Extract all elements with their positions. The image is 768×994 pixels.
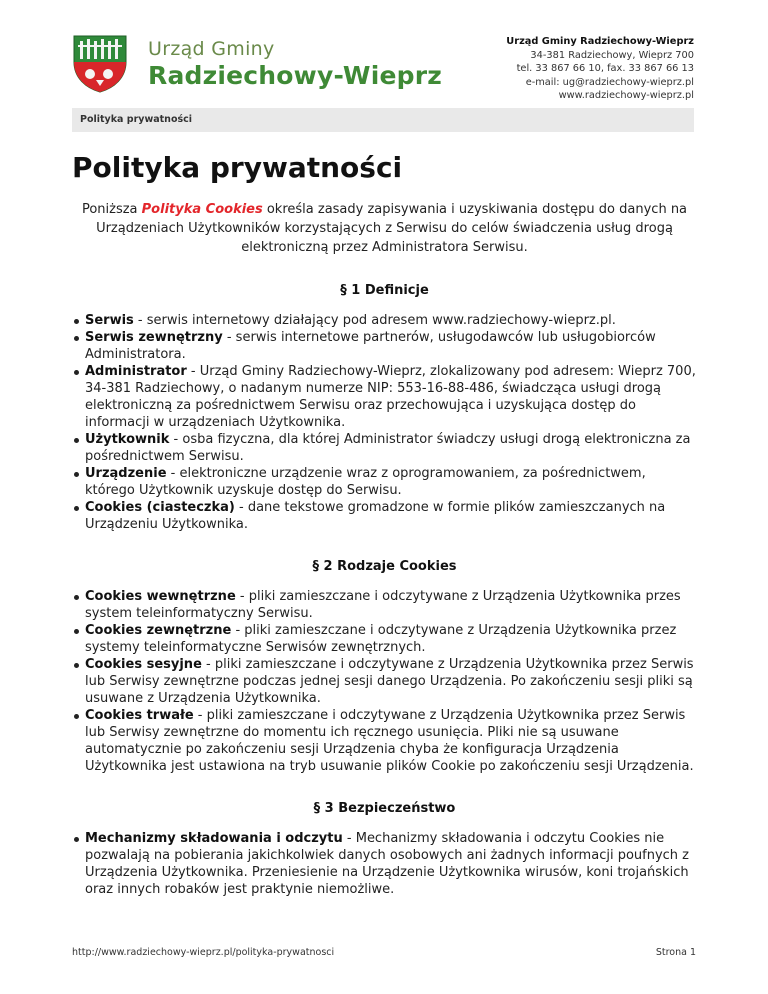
page-header	[0, 0, 768, 108]
intro-before: Poniższa	[81, 202, 142, 217]
list-item-text: - Mechanizmy składowania i odczytu Cookies nie pozwalają na pobierania jakichkolwiek danych osobowych ani żadnych informacji poufnych z Urządzenia Użytkownika. Przeniesienie na Urządzenie Użytkownika wirusów, koni trojańskich oraz innych robaków jest praktynie niemożliwe.	[85, 831, 689, 897]
list-item	[85, 363, 697, 431]
brand-title: Radziechowy-Wieprz	[148, 61, 443, 90]
security-list	[72, 830, 697, 898]
contact-block	[506, 35, 694, 103]
list-item-term: Administrator	[85, 364, 187, 379]
list-item	[85, 431, 697, 465]
list-item-text: - serwis internetowy działający pod adresem www.radziechowy-wieprz.pl.	[133, 313, 616, 328]
list-item-term: Cookies zewnętrzne	[85, 623, 232, 638]
intro-paragraph	[72, 200, 697, 257]
breadcrumb-current: Polityka prywatności	[80, 114, 193, 125]
list-item-text: - serwis internetowe partnerów, usługodawców lub usługobiorców Administratora.	[85, 330, 656, 362]
list-item-term: Cookies (ciasteczka)	[85, 500, 235, 515]
list-item-text: - Urząd Gminy Radziechowy-Wieprz, zlokalizowany pod adresem: Wieprz 700, 34-381 Radziechowy, o nadanym numerze NIP: 553-16-88-486, świadcząca usługi drogą elektroniczną za pośrednictwem Serwisu oraz przechowująca i uzyskująca dostęp do informacji w urządzeniach Użytkownika.	[85, 364, 696, 430]
contact-phone: tel. 33 867 66 10, fax. 33 867 66 13	[516, 63, 694, 74]
contact-address: 34-381 Radziechowy, Wieprz 700	[530, 49, 694, 61]
footer-url[interactable]: http://www.radziechowy-wieprz.pl/polityka-prywatnosci	[72, 947, 335, 958]
cookies-policy-highlight: Polityka Cookies	[141, 202, 263, 217]
cookie-types-list	[72, 588, 697, 775]
list-item	[85, 656, 697, 707]
section-title-definitions: § 1 Definicje	[340, 283, 429, 298]
breadcrumb	[72, 108, 694, 132]
list-item-text: - pliki zamieszczane i odczytywane z Urządzenia Użytkownika przez systemy teleinformatyczne Serwisów zewnętrznych.	[85, 623, 677, 655]
definitions-list	[72, 312, 697, 533]
contact-website[interactable]: www.radziechowy-wieprz.pl	[558, 90, 694, 101]
list-item-term: Użytkownik	[85, 432, 170, 447]
site-logo[interactable]	[70, 32, 443, 94]
brand-subtitle: Urząd Gminy	[148, 38, 275, 60]
list-item-term: Mechanizmy składowania i odczytu	[85, 831, 343, 846]
intro-after: określa zasady zapisywania i uzyskiwania dostępu do danych na Urządzeniach Użytkowników korzystających z Serwisu do celów świadczenia usług drogą elektroniczną przez Administratora Serwisu.	[96, 202, 688, 255]
list-item-text: - osba fizyczna, dla której Administrator świadczy usługi drogą elektroniczna za pośrednictwem Serwisu.	[85, 432, 691, 464]
list-item-term: Cookies wewnętrzne	[85, 589, 236, 604]
list-item	[85, 312, 697, 329]
list-item-term: Serwis	[85, 313, 134, 328]
list-item-text: - dane tekstowe gromadzone w formie plików zamieszczanych na Urządzeniu Użytkownika.	[85, 500, 666, 532]
list-item	[85, 465, 697, 499]
page-title: Polityka prywatności	[72, 151, 403, 184]
list-item	[85, 329, 697, 363]
list-item-term: Cookies trwałe	[85, 708, 194, 723]
list-item-text: - pliki zamieszczane i odczytywane z Urządzenia Użytkownika przez Serwis lub Serwisy zewnętrzne do momentu ich ręcznego usunięcia. Pliki nie są usuwane automatycznie po zakończeniu sesji Urządzenia chyba że konfiguracja Urządzenia Użytkownika jest ustawiona na tryb usuwanie plików Cookie po zakończeniu sesji Urządzenia.	[85, 708, 694, 774]
list-item-term: Cookies sesyjne	[85, 657, 202, 672]
contact-email[interactable]: e-mail: ug@radziechowy-wieprz.pl	[525, 76, 694, 88]
list-item-text: - elektroniczne urządzenie wraz z oprogramowaniem, za pośrednictwem, którego Użytkownik uzyskuje dostęp do Serwisu.	[85, 466, 646, 498]
list-item	[85, 707, 697, 775]
page-footer	[72, 947, 696, 958]
main-content	[72, 148, 697, 898]
list-item	[85, 622, 697, 656]
list-item-text: - pliki zamieszczane i odczytywane z Urządzenia Użytkownika przes system teleinformatyczny Serwisu.	[85, 589, 681, 621]
contact-org: Urząd Gminy Radziechowy-Wieprz	[506, 36, 694, 47]
section-title-security: § 3 Bezpieczeństwo	[313, 801, 456, 816]
list-item-term: Urządzenie	[85, 466, 167, 481]
coat-of-arms-icon	[70, 32, 130, 94]
list-item-text: - pliki zamieszczane i odczytywane z Urządzenia Użytkownika przez Serwis lub Serwisy zewnętrzne podczas jednej sesji danego Urządzenia. Po zakończeniu sesji pliki są usuwane z Urządzenia Użytkownika.	[85, 657, 694, 706]
list-item	[85, 499, 697, 533]
list-item	[85, 588, 697, 622]
section-title-cookie-types: § 2 Rodzaje Cookies	[312, 559, 457, 574]
list-item-term: Serwis zewnętrzny	[85, 330, 223, 345]
list-item	[85, 830, 697, 898]
page-number: Strona 1	[655, 947, 696, 958]
